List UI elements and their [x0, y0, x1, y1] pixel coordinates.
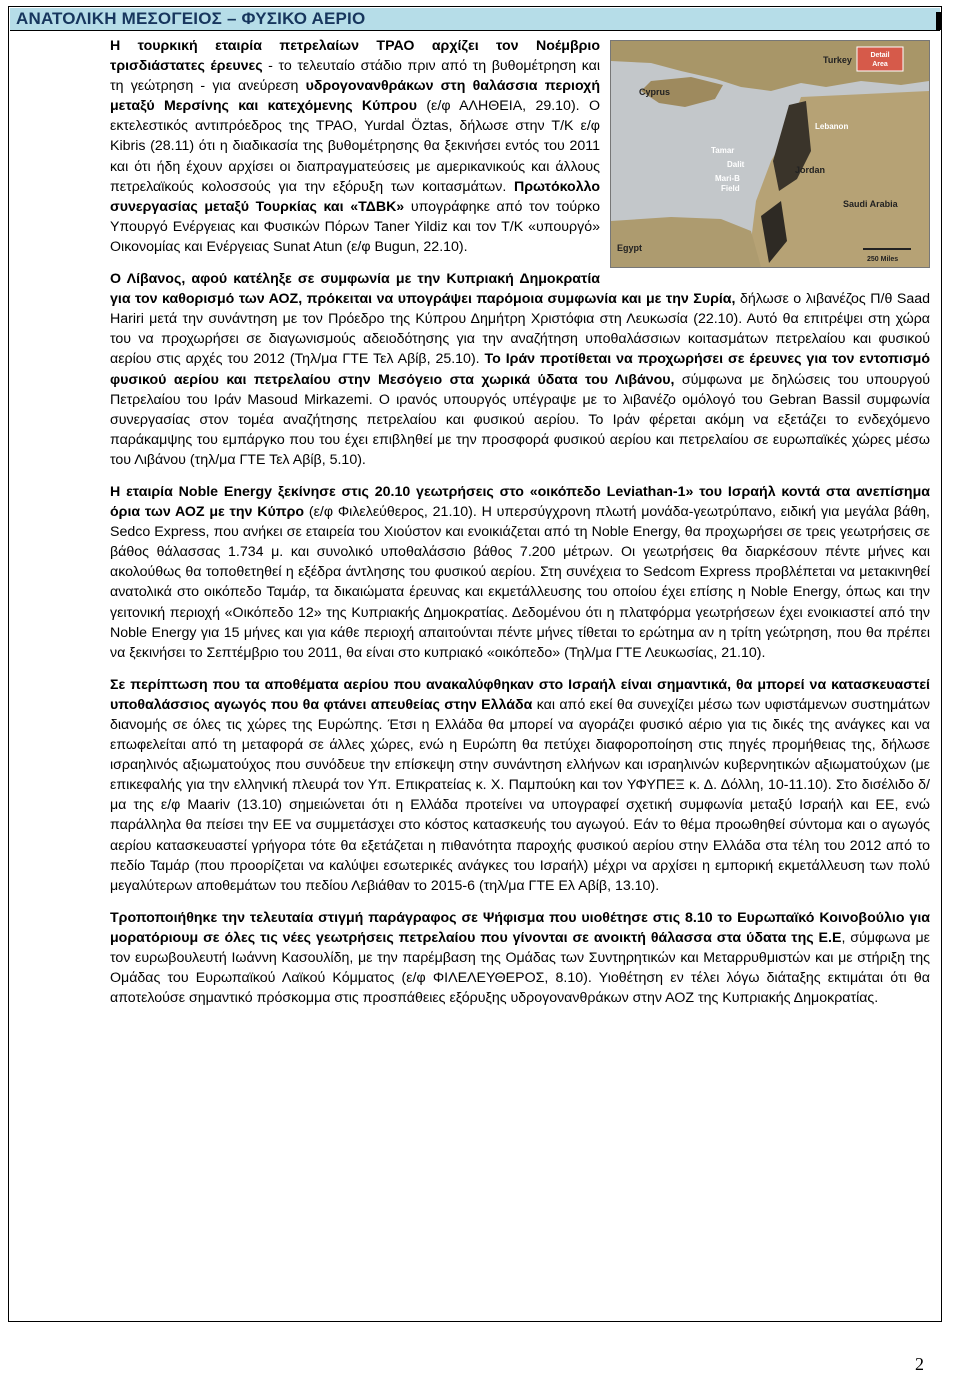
paragraph-tpao: [110, 36, 930, 263]
page-title: ΑΝΑΤΟΛΙΚΗ ΜΕΣΟΓΕΙΟΣ – ΦΥΣΙΚΟ ΑΕΡΙΟ: [16, 9, 366, 28]
header-edge-mark: [936, 12, 942, 30]
paragraph-pipeline: [110, 675, 930, 896]
paragraph-noble-energy: [110, 482, 930, 663]
map-label-saudi-arabia: Saudi Arabia: [843, 199, 898, 209]
paragraph-lebanon: [110, 269, 930, 470]
p1-text-3: υπογράφηκε από τον τούρκο Υπουργό Ενέργειας και Φυσικών Πόρων Taner Yildiz και τον Τ/Κ «υπουργό» Οικονομίας και Ενέργειας Sunat Atun (ε/φ Bugun, 22.10).: [110, 198, 600, 255]
east-mediterranean-map: [611, 41, 929, 267]
p4-text-1: και από εκεί θα συνεχίζει μέσω των υφιστάμενων συστημάτων διανομής σε όλες τις χώρες της Ευρώπης. Έτσι η Ελλάδα θα μπορεί να αγοράζει φυσικό αέριο για τις δικές της ανάγκες και να επωφελείται από τη μεταφορά σε άλλες χώρες, ενώ η Ευρώπη θα πετύχει διαφοροποίηση στις πηγές προμήθειας της, δήλωσε ισραηλινός αξιωματούχος που συνόδευε την επίσκεψη στην συνάντηση ελλήνων και ισραηλινών κυβερνητικών αξιωματούχων (με επικεφαλής για την ελληνική πλευρά τον Υπ. Επικρατείας κ. Χ. Παμπούκη και τον ΥΦΥΠΕΞ κ. Δ. Δόλλη, 10-11.10). Στο δισέλιδο δ/μα της ε/φ Maariv (13.10) σημειώνεται ότι η Ελλάδα προτείνει να υπογραφεί σχετική συμφωνία μεταξύ Ισραήλ και ΕΕ, ενώ παράλληλα θα πείσει την ΕΕ να συμμετάσχει στο κόστος κατασκευής του αγωγού. Εάν το θέμα προωθηθεί σύντομα και ο αγωγός αερίου κατασκευαστεί γρήγορα τότε θα εξετάζεται η πιθανότητα παροχής φυσικού αερίου στην Ελλάδα στα τέλη του 2012 από το πεδίο Ταμάρ (που προορίζεται να καλύψει εσωτερικές ανάγκες του Ισραήλ) μέχρι να αρχίσει η εμπορική εκμετάλλευση των πολύ μεγαλύτερων αποθεμάτων του πεδίου Λεβιάθαν το 2015-6 (τηλ/μα ΓΤΕ Ελ Αβίβ, 13.10).: [110, 696, 931, 894]
map-label-field: Field: [721, 184, 740, 193]
map-label-jordan: Jordan: [795, 165, 826, 175]
map-figure: [610, 40, 930, 268]
p1-text-1: - το τελευταίο στάδιο πριν από τη βυθομέτρηση και τη γεώτρηση - για ανεύρεση: [110, 58, 600, 95]
p5-bold-1: Τροποποιήθηκε την τελευταία στιγμή παράγραφος σε Ψήφισμα που υιοθέτησε στις 8.10 το Ευρωπαϊκό Κοινοβούλιο για μορατόριουμ σε όλες τις νέες γεωτρήσεις πετρελαίου που γίνονται σε ανοικτή θάλασσα στα ύδατα της Ε.Ε: [110, 909, 930, 946]
p1-text-2: (ε/φ ΑΛΗΘΕΙΑ, 29.10). Ο εκτελεστικός αντιπρόεδρος της ΤΡΑΟ, Yurdal Öztas, δήλωσε στην Τ/Κ ε/φ Kibris (28.11) ότι η διαδικασία της βυθομέτρησης θα ξεκινήσει εντός του 2011 και ότι ήδη έχουν αρχίσει οι διαπραγματεύσεις με αμερικανικούς και άλλους πετρελαϊκούς κολοσσούς για την εξόρυξη των κοιτασμάτων.: [110, 98, 600, 195]
header-bar: [10, 8, 940, 31]
map-label-mari-b: Mari-B: [715, 174, 740, 183]
p1-bold-1: Η τουρκική εταιρία πετρελαίων ΤΡΑΟ αρχίζει τον Νοέμβριο τρισδιάστατες έρευνες: [110, 38, 600, 75]
p1-bold-3: Πρωτόκολλο συνεργασίας μεταξύ Τουρκίας και «ΤΔΒΚ»: [110, 178, 600, 215]
p3-bold-1: Η εταιρία Noble Energy ξεκίνησε στις 20.10 γεωτρήσεις στο «οικόπεδο Leviathan-1» του Ισραήλ κοντά στα ανεπίσημα όρια των ΑΟΖ με την Κύπρο: [110, 483, 930, 521]
map-label-scale: 250 Miles: [867, 256, 899, 263]
p2-text-1: δήλωσε ο λιβανέζος Π/θ Saad Hariri μετά την συνάντηση με τον Πρόεδρο της Κύπρου Δημήτρη Χριστόφια στη Λευκωσία (22.10). Αυτό θα επιτρέψει στη χώρα του να προχωρήσει σε διαγωνισμούς αδειοδότησης για την αναζήτηση υποθαλάσσιων κοιτασμάτων πετρελαίου και φυσικού αερίου στις αρχές του 2012 (Τηλ/μα ΓΤΕ Τελ Αβίβ, 25.10).: [110, 291, 930, 368]
p2-text-2: σύμφωνα με δηλώσεις του υπουργού Πετρελαίου του Ιράν Masoud Mirkazemi. Ο ιρανός υπουργός υπέγραψε με το λιβανέζο ομόλογό του Gebran Bassil συμφωνία συνεργασίας στον τομέα αναζήτησης πετρελαίου και φυσικού αερίου. Το Ιράν φέρεται ακόμη να εξετάζει το ενδεχόμενο παράκαμψης του εμπάργκο που του έχει επιβληθεί με την προσφορά φυσικού αερίου και πετρελαίου σε ευρωπαϊκές χώρες μέσω του Λιβάνου (τηλ/μα ΓΤΕ Τελ Αβίβ, 5.10).: [110, 371, 930, 468]
p5-text-1: , σύμφωνα με τον ευρωβουλευτή Ιωάννη Κασουλίδη, με την παρέμβαση της Ομάδας των Συντηρητικών και Μεταρρυθμιστών και με στήριξη της Ομάδας του Ευρωπαϊκού Λαϊκού Κόμματος (ε/φ ΦΙΛΕΛΕΥΘΕΡΟΣ, 8.10). Υιοθέτηση εν τέλει λόγω διάταξης εκτιμάται ότι θα αποτελούσε σημαντικό πρόσκομμα στις προσπάθειες εξόρυξης υδρογονανθράκων στην ΑΟΖ της Κυπριακής Δημοκρατίας.: [110, 929, 931, 1007]
p1-bold-2: υδρογονανθράκων στη θαλάσσια περιοχή μεταξύ Μερσίνης και κατεχόμενης Κύπρου: [110, 78, 600, 115]
map-label-inset-bottom: Area: [872, 61, 888, 68]
map-label-dalit: Dalit: [727, 160, 745, 169]
page-number: 2: [915, 1354, 924, 1374]
p2-bold-2: Το Ιράν προτίθεται να προχωρήσει σε έρευνες για τον εντοπισμό φυσικού αερίου και πετρελαίου στην Μεσόγειο στα χωρικά ύδατα του Λιβάνου,: [110, 351, 930, 388]
map-label-turkey: Turkey: [823, 55, 852, 65]
map-label-lebanon: Lebanon: [815, 122, 849, 131]
p4-bold-1: Σε περίπτωση που τα αποθέματα αερίου που ανακαλύφθηκαν στο Ισραήλ είναι σημαντικά, θα μπορεί να κατασκευαστεί υποθαλάσσιος αγωγός που θα φτάνει απευθείας στην Ελλάδα: [110, 676, 930, 713]
paragraph-eu-resolution: [110, 908, 930, 1008]
map-label-cyprus: Cyprus: [639, 87, 671, 97]
map-label-inset-top: Detail: [870, 52, 890, 59]
article-body: [110, 36, 930, 1020]
map-label-tamar: Tamar: [711, 146, 735, 155]
p2-bold-1: Ο Λίβανος, αφού κατέληξε σε συμφωνία με την Κυπριακή Δημοκρατία για τον καθορισμό των ΑΟΖ, πρόκειται να υπογράψει παρόμοια συμφωνία και με την Συρία,: [110, 271, 736, 308]
map-label-egypt: Egypt: [617, 243, 643, 253]
p3-text-1: (ε/φ Φιλελεύθερος, 21.10). Η υπερσύγχρονη πλωτή μονάδα-γεωτρύπανο, ειδική για μεγάλα βάθη, Sedco Express, που ανήκει σε εταιρεία του Χιούστον και ενοικιάζεται από τη Noble Energy, θα προχωρήσει σε τρεις γεωτρήσεις σε βάθος θάλασσας 1.734 μ. και συνολικό υποθαλάσσιο βάθος 7.200 μέτρων. Οι γεωτρήσεις θα διαρκέσουν πέντε μήνες και ακολούθως θα τοποθετηθεί η εξέδρα άντλησης του φυσικού αερίου. Στη συνέχεια το Sedcom Express προβλέπεται να μετακινηθεί ανατολικά στο οικόπεδο Ταμάρ, τα δικαιώματα έρευνας και εκμετάλλευσης του οποίου έχει επίσης η Noble Energy, όπως και την γειτονική περιοχή «Οικόπεδο 12» της Κυπριακής Δημοκρατίας. Δεδομένου ότι η πλατφόρμα γεωτρήσεων έχει ενοικιαστεί από την Noble Energy για 15 μήνες και για κάθε περιοχή απαιτούνται πέντε μήνες τίθεται το ερώτημα αν η τρίτη γεώτρηση, που θα πρέπει να ξεκινήσει το Σεπτέμβριο του 2011, θα είναι στο κυπριακό «οικόπεδο» (Τηλ/μα ΓΤΕ Λευκωσίας, 21.10).: [110, 504, 930, 661]
